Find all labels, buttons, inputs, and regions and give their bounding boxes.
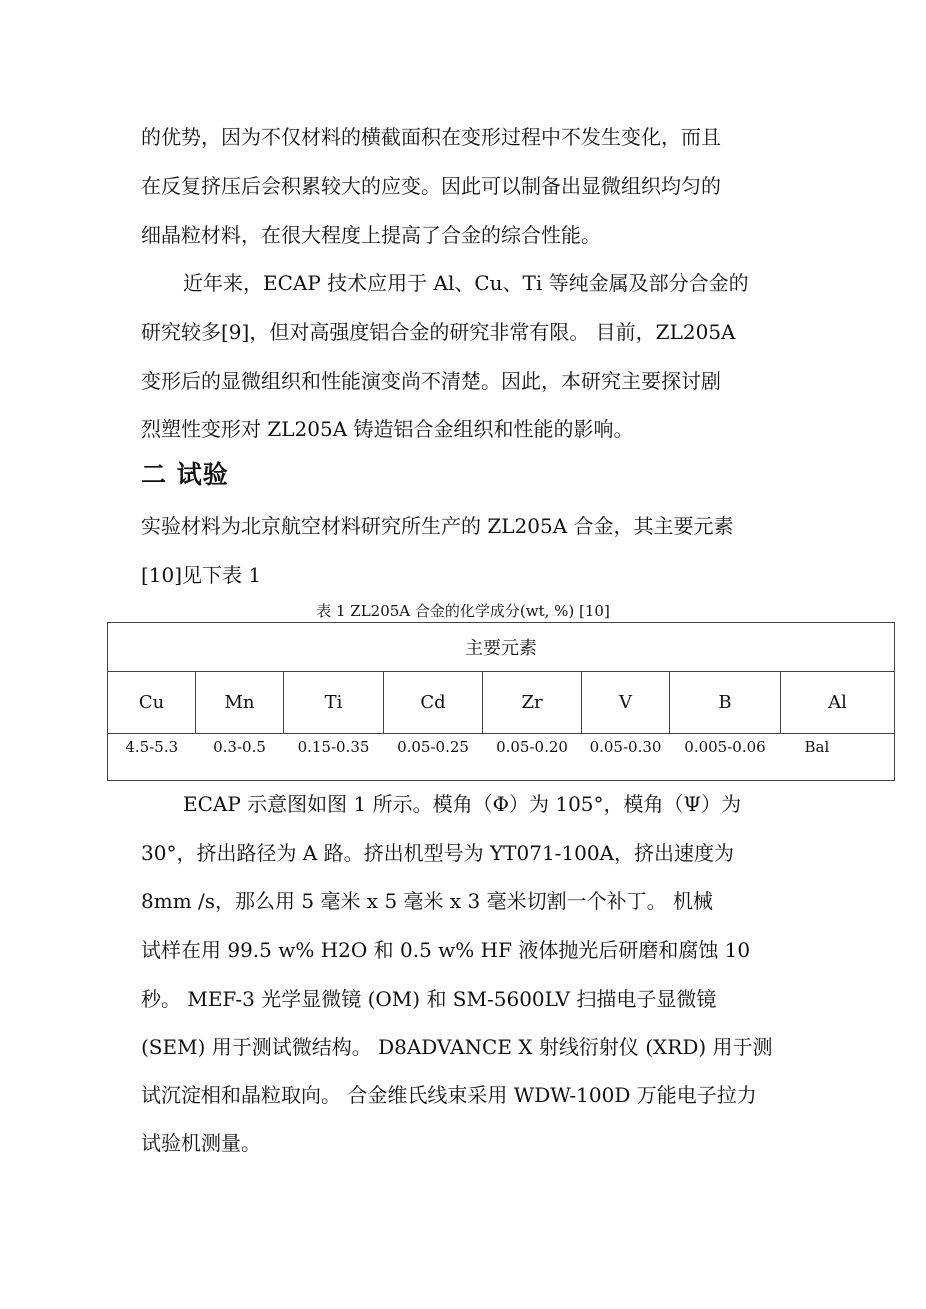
table-group-header: 主要元素 [108, 623, 895, 672]
table-header-row [108, 672, 895, 734]
column-header: Cd [384, 672, 483, 734]
column-header: B [670, 672, 781, 734]
table-cell: 0.05-0.25 [384, 734, 483, 781]
paragraph-line: 试样在用 99.5 w% H2O 和 0.5 w% HF 液体抛光后研磨和腐蚀 10 [141, 938, 751, 962]
table-cell: 0.005-0.06 [670, 734, 781, 781]
paragraph-line: [10]见下表 1 [141, 563, 262, 587]
column-header: Cu [108, 672, 196, 734]
paragraph-line: 的优势，因为不仅材料的横截面积在变形过程中不发生变化，而且 [141, 125, 721, 149]
paragraph-line: 试验机测量。 [141, 1131, 261, 1155]
table-cell: 4.5-5.3 [108, 734, 196, 781]
table-cell: 0.15-0.35 [284, 734, 384, 781]
composition-table [107, 622, 895, 781]
paragraph-line: 烈塑性变形对 ZL205A 铸造铝合金组织和性能的影响。 [141, 417, 634, 441]
table-cell: 0.05-0.30 [582, 734, 670, 781]
paragraph-line: ECAP 示意图如图 1 所示。模角（Φ）为 105°，模角（Ψ）为 [183, 792, 742, 816]
column-header: Ti [284, 672, 384, 734]
table-cell: 0.3-0.5 [196, 734, 284, 781]
paragraph-line: 近年来，ECAP 技术应用于 Al、Cu、Ti 等纯金属及部分合金的 [183, 271, 749, 295]
paragraph-line: 30°，挤出路径为 A 路。挤出机型号为 YT071-100A，挤出速度为 [141, 841, 735, 865]
table-cell: 0.05-0.20 [483, 734, 582, 781]
column-header: Al [781, 672, 895, 734]
paragraph-line: (SEM) 用于测试微结构。 D8ADVANCE X 射线衍射仪 (XRD) 用于测 [141, 1035, 773, 1059]
paragraph-line: 试沉淀相和晶粒取向。 合金维氏线束采用 WDW-100D 万能电子拉力 [141, 1083, 757, 1107]
paragraph-line: 研究较多[9]，但对高强度铝合金的研究非常有限。 目前，ZL205A [141, 320, 736, 344]
table-header-row [108, 623, 895, 672]
table-cell: Bal [781, 734, 895, 781]
paragraph-line: 变形后的显微组织和性能演变尚不清楚。因此，本研究主要探讨剧 [141, 369, 721, 393]
paragraph-line: 细晶粒材料，在很大程度上提高了合金的综合性能。 [141, 223, 601, 247]
column-header: V [582, 672, 670, 734]
paragraph-line: 实验材料为北京航空材料研究所生产的 ZL205A 合金，其主要元素 [141, 514, 734, 538]
paragraph-line: 在反复挤压后会积累较大的应变。因此可以制备出显微组织均匀的 [141, 174, 721, 198]
table-row [108, 734, 895, 781]
paragraph-line: 秒。 MEF-3 光学显微镜 (OM) 和 SM-5600LV 扫描电子显微镜 [141, 987, 717, 1011]
table-caption: 表 1 ZL205A 合金的化学成分(wt, %) [10] [316, 602, 610, 620]
paragraph-line: 8mm /s，那么用 5 毫米 x 5 毫米 x 3 毫米切割一个补丁。 机械 [141, 889, 713, 913]
section-heading: 二 试验 [141, 460, 229, 489]
column-header: Zr [483, 672, 582, 734]
column-header: Mn [196, 672, 284, 734]
